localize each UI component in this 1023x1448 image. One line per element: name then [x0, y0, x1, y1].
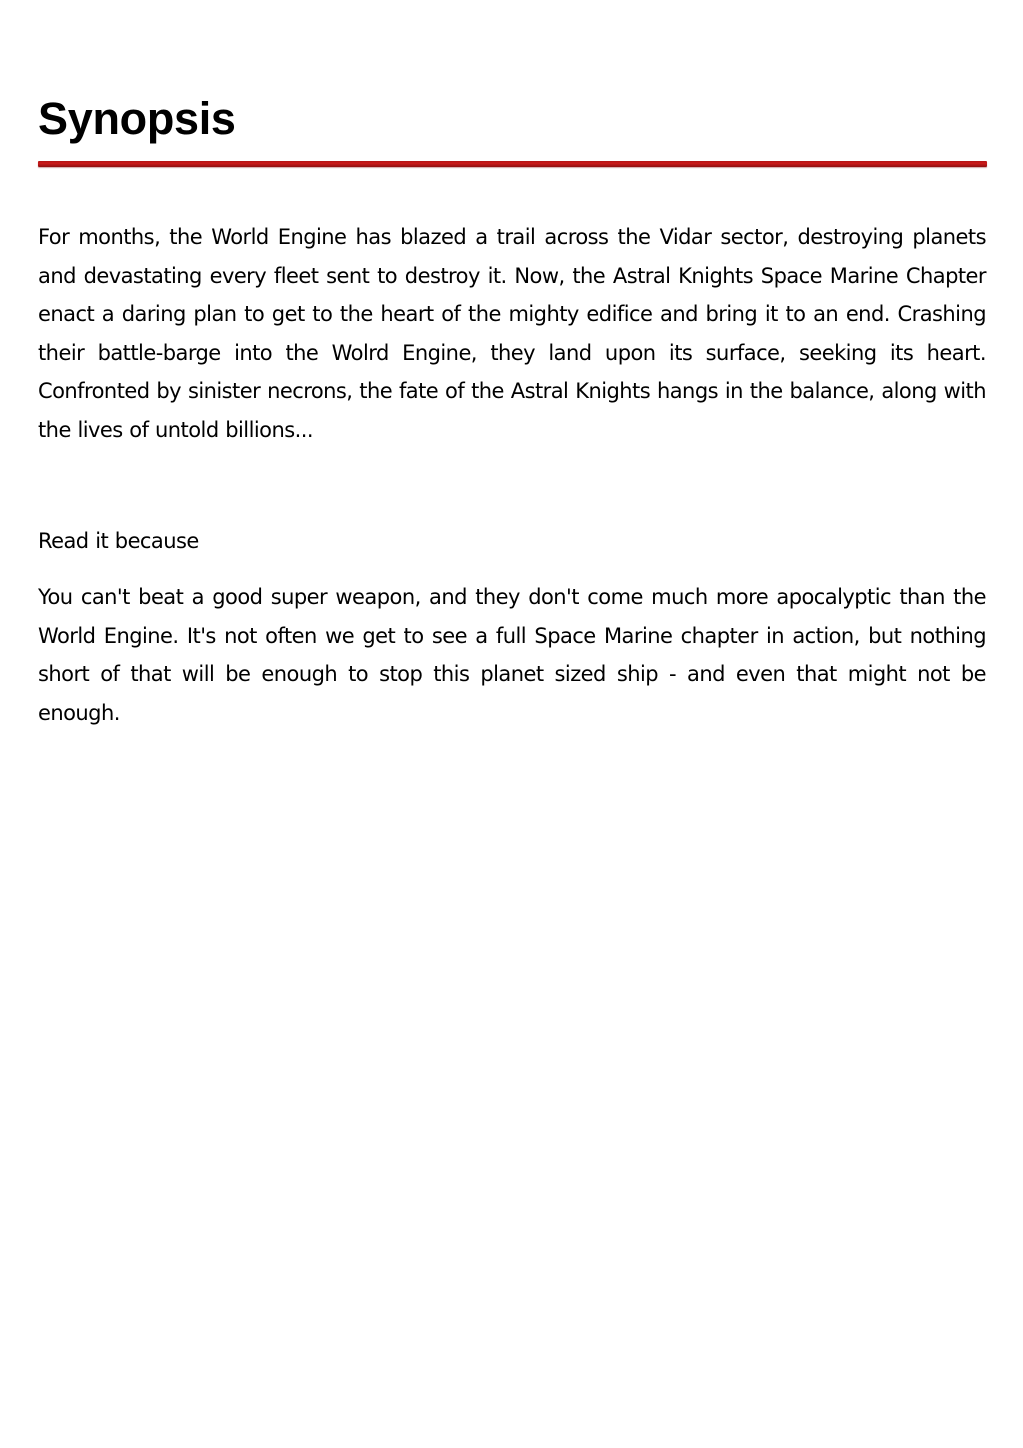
synopsis-paragraph: For months, the World Engine has blazed a trail across the Vidar sector, destroying planets and devastating every fleet sent to destroy it. Now, the Astral Knights Space Marine Chapter enact a daring plan to get to the heart of the mighty edifice and bring it to an end. Crashing their battle-barge into the Wolrd Engine, they land upon its surface, seeking its heart. Confronted by sinister necrons, the fate of the Astral Knights hangs in the balance, along with the lives of untold billions...	[38, 225, 986, 442]
page-title: Synopsis	[38, 93, 236, 144]
read-it-because-paragraph: You can't beat a good super weapon, and they don't come much more apocalyptic than the World Engine. It's not often we get to see a full Space Marine chapter in action, but nothing short of that will be enough to stop this planet sized ship - and even that might not be enough.	[38, 585, 986, 725]
title-divider	[38, 161, 987, 167]
read-it-because-heading: Read it because	[38, 529, 199, 553]
